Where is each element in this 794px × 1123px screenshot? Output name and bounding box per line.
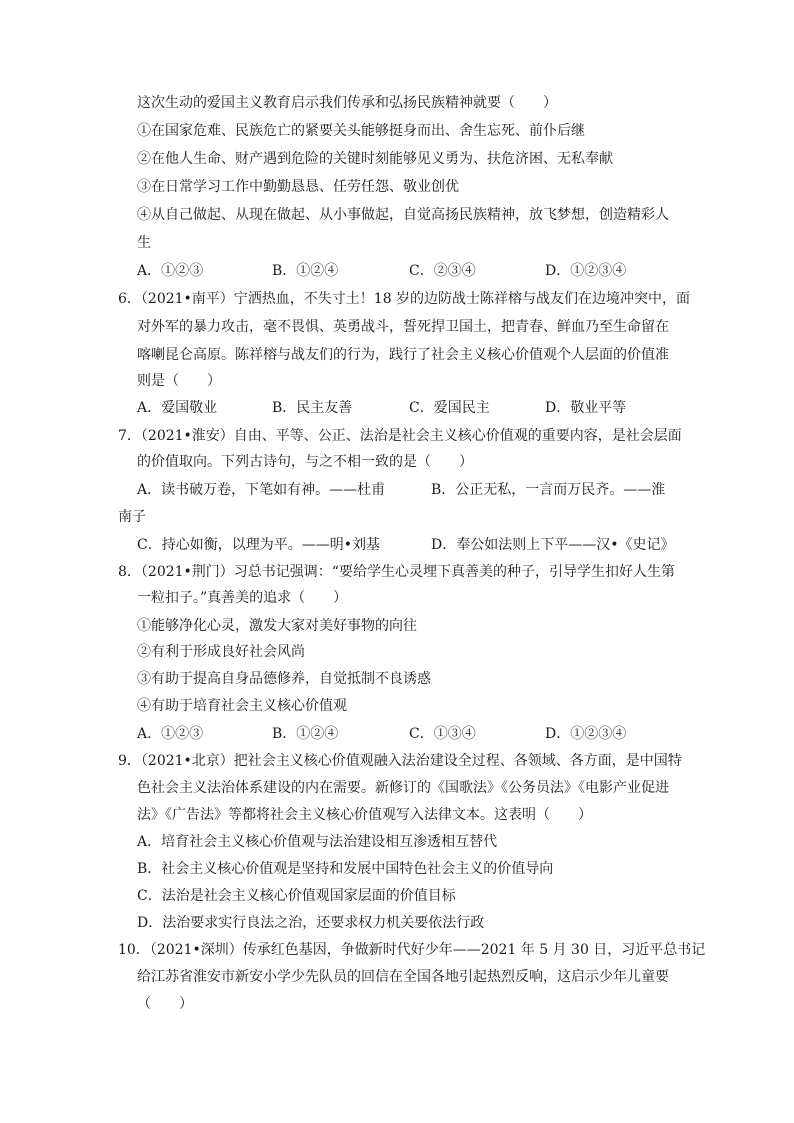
statement-4-cont: 生 (137, 235, 151, 251)
q6-line-2: 对外军的暴力攻击，毫不畏惧、英勇战斗，誓死捍卫国土，把青春、鲜血乃至生命留在 (137, 319, 669, 335)
statement-3: ③在日常学习工作中勤勤恳恳、任劳任怨、敬业创优 (137, 179, 459, 195)
statement-1: ①在国家危难、民族危亡的紧要关头能够挺身而出、舍生忘死、前仆后继 (137, 123, 585, 139)
q8-statement-4: ④有助于培育社会主义核心价值观 (137, 698, 347, 714)
option-c: C．②③④ (409, 263, 476, 279)
q6-option-d: D．敬业平等 (545, 400, 627, 416)
q7-option-d: D．奉公如法则上下平——汉•《史记》 (431, 537, 675, 553)
q10-line-2: 给江苏省淮安市新安小学少先队员的回信在全国各地引起热烈反响，这启示少年儿童要 (137, 969, 669, 985)
q6-line-1: 6．（2021•南平）宁洒热血，不失寸土！18 岁的边防战士陈祥榕与战友们在边境冲突中，面 (118, 291, 691, 307)
q10-line-1: 10．（2021•深圳）传承红色基因，争做新时代好少年——2021 年 5 月 30 日，习近平总书记 (118, 942, 706, 958)
q7-option-a: A．读书破万卷，下笔如有神。——杜甫 (137, 482, 386, 498)
q8-statement-3: ③有助于提高自身品德修养，自觉抵制不良诱惑 (137, 671, 431, 687)
q9-line-3: 法》《广告法》等都将社会主义核心价值观写入法律文本。这表明（ ） (137, 807, 592, 823)
q8-option-b: B．①②④ (272, 726, 339, 742)
question-stem: 这次生动的爱国主义教育启示我们传承和弘扬民族精神就要（ ） (137, 95, 557, 111)
q6-option-a: A．爱国敬业 (137, 400, 218, 416)
q8-statement-2: ②有利于形成良好社会风尚 (137, 644, 305, 660)
q8-statement-1: ①能够净化心灵，激发大家对美好事物的向往 (137, 618, 417, 634)
q8-option-a: A．①②③ (137, 726, 204, 742)
q6-option-c: C．爱国民主 (409, 400, 490, 416)
q6-line-3: 喀喇昆仑高原。陈祥榕与战友们的行为，践行了社会主义核心价值观个人层面的价值准 (137, 347, 669, 363)
q9-option-c: C．法治是社会主义核心价值观国家层面的价值目标 (137, 888, 456, 904)
option-b: B．①②④ (272, 263, 339, 279)
q7-line-1: 7．（2021•淮安）自由、平等、公正、法治是社会主义核心价值观的重要内容，是社会层面 (118, 428, 682, 444)
q6-line-4: 则是（ ） (137, 373, 221, 389)
statement-2: ②在他人生命、财产遇到危险的关键时刻能够见义勇为、扶危济困、无私奉献 (137, 151, 613, 167)
option-a: A．①②③ (137, 263, 204, 279)
q10-line-3: （ ） (137, 996, 193, 1012)
q7-line-2: 的价值取向。下列古诗句，与之不相一致的是（ ） (137, 454, 473, 470)
q8-line-2: 一粒扣子。”真善美的追求（ ） (137, 590, 348, 606)
q7-option-b: B．公正无私，一言而万民齐。——淮 (431, 482, 666, 498)
q9-option-b: B．社会主义核心价值观是坚持和发展中国特色社会主义的价值导向 (137, 861, 554, 877)
q9-line-1: 9．（2021•北京）把社会主义核心价值观融入法治建设全过程、各领域、各方面，是中国特 (118, 753, 682, 769)
q6-option-b: B．民主友善 (272, 400, 353, 416)
q9-line-2: 色社会主义法治体系建设的内在需要。新修订的《国歌法》《公务员法》《电影产业促进 (137, 780, 669, 796)
q8-line-1: 8．（2021•荆门）习总书记强调：“要给学生心灵埋下真善美的种子，引导学生扣好人生第 (118, 564, 675, 580)
q8-option-c: C．①③④ (409, 726, 476, 742)
q8-option-d: D．①②③④ (545, 726, 627, 742)
option-d: D．①②③④ (545, 263, 627, 279)
q9-option-d: D．法治要求实行良法之治，还要求权力机关要依法行政 (137, 915, 485, 931)
statement-4: ④从自己做起、从现在做起、从小事做起，自觉高扬民族精神，放飞梦想，创造精彩人 (137, 207, 669, 223)
q9-option-a: A．培育社会主义核心价值观与法治建设相互渗透相互替代 (137, 834, 498, 850)
q7-option-b-cont: 南子 (118, 509, 146, 525)
q7-option-c: C．持心如衡，以理为平。——明•刘基 (137, 537, 380, 553)
